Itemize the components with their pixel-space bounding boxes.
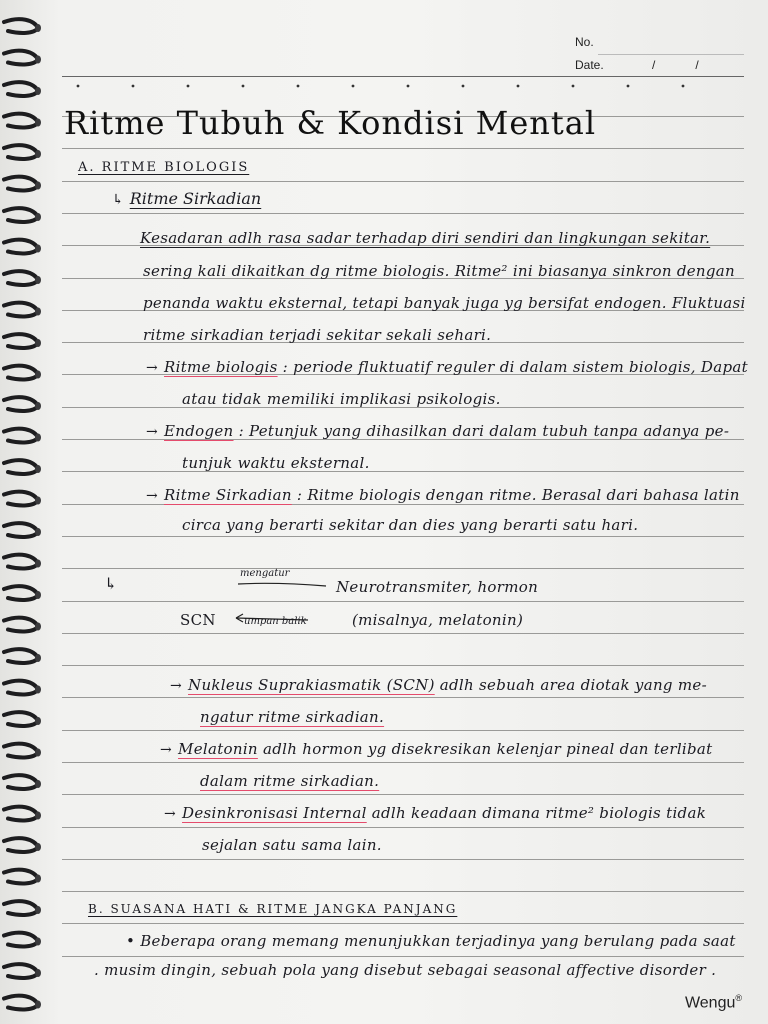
arrow-icon: → <box>160 742 173 758</box>
note-term: Nukleus Suprakiasmatik (SCN) <box>188 676 435 694</box>
spiral-ring <box>4 712 41 726</box>
definition-text: periode fluktuatif reguler di dalam sistem biologis, Dapat <box>293 358 748 376</box>
diagram-label-umpan-balik: umpan balik <box>244 616 307 627</box>
spiral-ring <box>4 996 41 1010</box>
note-2 <box>160 740 712 758</box>
note-3 <box>164 804 706 822</box>
ruled-line <box>62 665 744 666</box>
spiral-ring <box>4 460 41 474</box>
ruled-line <box>62 923 744 924</box>
spiral-ring <box>4 271 41 285</box>
ruled-line <box>62 859 744 860</box>
definition-separator: : <box>291 486 308 504</box>
ruled-line <box>62 762 744 763</box>
date-separators: / / <box>652 58 699 72</box>
diagram-bullet-icon: ↳ <box>104 574 118 593</box>
subheading-arrow-icon: ↳ <box>112 192 124 208</box>
spiral-ring <box>4 429 41 443</box>
definition-2 <box>146 422 729 440</box>
arrow-icon: → <box>146 360 159 376</box>
diagram-label-mengatur: mengatur <box>240 568 290 579</box>
ruled-line <box>62 213 744 214</box>
definition-text: Ritme biologis dengan ritme. Berasal dari bahasa latin <box>307 486 740 504</box>
spiral-ring <box>4 586 41 600</box>
dot-mark <box>352 85 355 88</box>
brand-mark: ® <box>735 992 742 1003</box>
dot-mark <box>627 85 630 88</box>
definition-3 <box>146 486 740 504</box>
arrow-icon: → <box>146 424 159 440</box>
note-term: Melatonin <box>178 740 258 758</box>
note-text: adlh sebuah area diotak yang me- <box>434 676 707 694</box>
definition-2-continued: tunjuk waktu eksternal. <box>182 454 370 472</box>
spiral-ring <box>4 838 41 852</box>
dot-mark <box>297 85 300 88</box>
header-rule <box>62 76 744 77</box>
ruled-line <box>62 633 744 634</box>
page-title: Ritme Tubuh & Kondisi Mental <box>64 104 597 142</box>
spiral-ring <box>4 19 41 33</box>
ruled-line <box>62 891 744 892</box>
spiral-binding <box>0 0 48 1024</box>
ruled-line <box>62 181 744 182</box>
spiral-ring <box>4 649 41 663</box>
spiral-ring <box>4 523 41 537</box>
top-dot-row <box>62 80 744 90</box>
definition-1-continued: atau tidak memiliki implikasi psikologis. <box>182 390 501 408</box>
definition-text: Petunjuk yang dihasilkan dari dalam tubuh tanpa adanya pe- <box>249 422 730 440</box>
spiral-ring <box>4 744 41 758</box>
note-1 <box>170 676 707 694</box>
spiral-ring <box>4 681 41 695</box>
spiral-ring <box>4 334 41 348</box>
no-label: No. <box>575 35 594 49</box>
dot-mark <box>572 85 575 88</box>
spiral-ring <box>4 145 41 159</box>
section-b-line-1: • Beberapa orang memang menunjukkan terjadinya yang berulang pada saat <box>126 932 736 950</box>
spiral-ring <box>4 208 41 222</box>
note-text: adlh hormon yg disekresikan kelenjar pineal dan terlibat <box>257 740 713 758</box>
paragraph-line-3: penanda waktu eksternal, tetapi banyak juga yg bersifat endogen. Fluktuasi <box>143 294 746 312</box>
subheading-ritme-sirkadian: Ritme Sirkadian <box>129 189 262 208</box>
dot-mark <box>407 85 410 88</box>
ruled-line <box>62 568 744 569</box>
spiral-ring <box>4 492 41 506</box>
paragraph-line-1: Kesadaran adlh rasa sadar terhadap diri sendiri dan lingkungan sekitar. <box>140 229 711 247</box>
spiral-ring <box>4 303 41 317</box>
ruled-line <box>62 956 744 957</box>
diagram-target: Neurotransmiter, hormon <box>336 578 539 596</box>
spiral-ring <box>4 901 41 915</box>
arrow-icon: → <box>164 806 177 822</box>
spiral-ring <box>4 964 41 978</box>
ruled-line <box>62 504 744 505</box>
dot-mark <box>682 85 685 88</box>
paragraph-line-2: sering kali dikaitkan dg ritme biologis. Ritme² ini biasanya sinkron dengan <box>143 262 735 280</box>
ruled-line <box>62 601 744 602</box>
section-a-heading: A. RITME BIOLOGIS <box>78 160 250 175</box>
spiral-ring <box>4 366 41 380</box>
definition-1 <box>146 358 748 376</box>
arrow-icon: → <box>170 678 183 694</box>
definition-3-continued: circa yang berarti sekitar dan dies yang berarti satu hari. <box>182 516 639 534</box>
spiral-ring <box>4 397 41 411</box>
note-term: Desinkronisasi Internal <box>182 804 367 822</box>
date-label: Date. <box>575 58 604 72</box>
ruled-line <box>62 827 744 828</box>
spiral-ring <box>4 555 41 569</box>
dot-mark <box>517 85 520 88</box>
definition-term: Ritme Sirkadian <box>164 486 292 504</box>
diagram-example: (misalnya, melatonin) <box>352 611 524 629</box>
spiral-ring <box>4 933 41 947</box>
spiral-ring <box>4 51 41 65</box>
ruled-line <box>62 697 744 698</box>
spiral-ring <box>4 775 41 789</box>
dot-mark <box>462 85 465 88</box>
brand-name: Wengu <box>684 994 736 1011</box>
ruled-line <box>62 794 744 795</box>
spiral-ring <box>4 114 41 128</box>
spiral-ring <box>4 177 41 191</box>
definition-term: Ritme biologis <box>164 358 278 376</box>
definition-separator: : <box>277 358 294 376</box>
spiral-ring <box>4 807 41 821</box>
dot-mark <box>187 85 190 88</box>
subheading-row <box>112 189 261 208</box>
paragraph-line-4: ritme sirkadian terjadi sekitar sekali sehari. <box>143 326 492 344</box>
brand-logo <box>685 993 742 1012</box>
spiral-ring <box>4 240 41 254</box>
dot-mark <box>242 85 245 88</box>
no-line <box>598 54 744 55</box>
spiral-ring <box>4 82 41 96</box>
section-b-heading: B. SUASANA HATI & RITME JANGKA PANJANG <box>88 902 458 916</box>
note-1-continued: ngatur ritme sirkadian. <box>200 708 385 726</box>
spiral-ring <box>4 870 41 884</box>
dot-mark <box>132 85 135 88</box>
diagram-scn: SCN <box>180 611 216 629</box>
definition-term: Endogen <box>164 422 234 440</box>
definition-separator: : <box>233 422 250 440</box>
ruled-line <box>62 536 744 537</box>
note-text: adlh keadaan dimana ritme² biologis tidak <box>366 804 707 822</box>
arrow-icon: → <box>146 488 159 504</box>
ruled-line <box>62 730 744 731</box>
diagram-arrow-mengatur <box>236 580 332 600</box>
spiral-ring <box>4 618 41 632</box>
note-2-continued: dalam ritme sirkadian. <box>200 772 380 790</box>
section-b-line-2: . musim dingin, sebuah pola yang disebut sebagai seasonal affective disorder . <box>94 961 717 979</box>
dot-mark <box>77 85 80 88</box>
ruled-line <box>62 471 744 472</box>
note-3-continued: sejalan satu sama lain. <box>202 836 382 854</box>
ruled-line <box>62 148 744 149</box>
